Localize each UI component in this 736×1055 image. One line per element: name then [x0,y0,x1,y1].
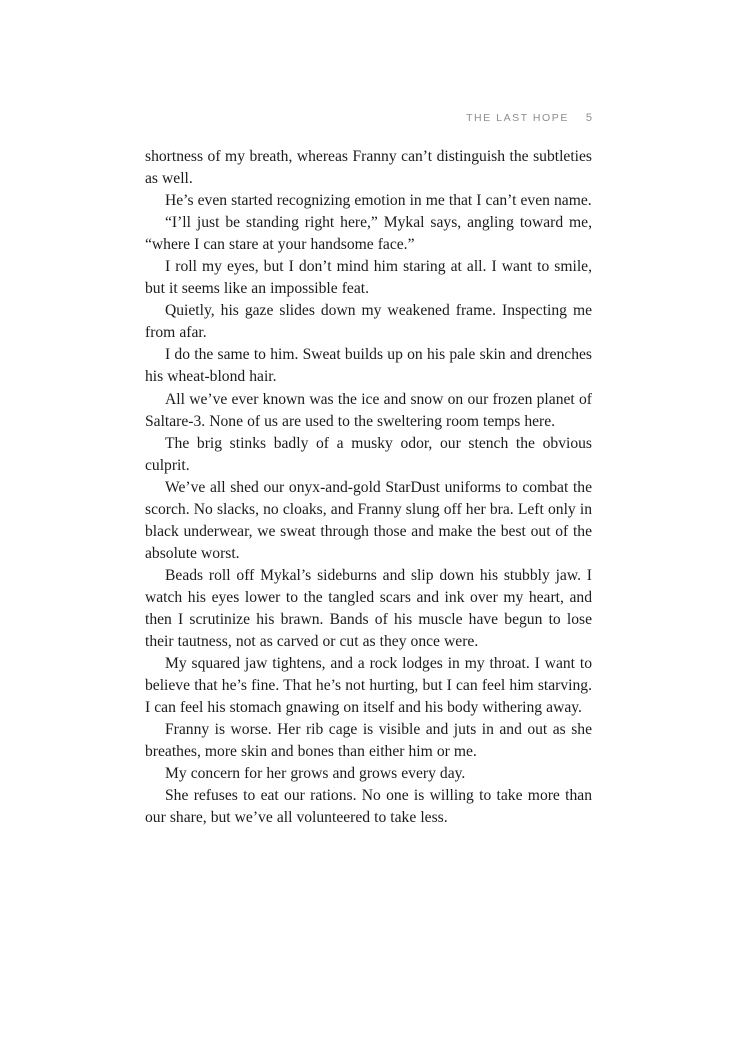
body-paragraph: Quietly, his gaze slides down my weakened frame. Inspecting me from afar. [145,302,592,342]
body-paragraph: I do the same to him. Sweat builds up on his pale skin and drenches his wheat-blond hair. [145,346,592,386]
body-paragraph: I roll my eyes, but I don’t mind him staring at all. I want to smile, but it seems like an impossible feat. [145,258,592,298]
running-header [145,112,592,124]
body-paragraph: Franny is worse. Her rib cage is visible and juts in and out as she breathes, more skin and bones than either him or me. [145,721,592,761]
body-paragraph: All we’ve ever known was the ice and snow on our frozen planet of Saltare-3. None of us are used to the sweltering room temps here. [145,390,592,430]
body-paragraph: The brig stinks badly of a musky odor, our stench the obvious culprit. [145,434,592,474]
body-paragraph: Beads roll off Mykal’s sideburns and slip down his stubbly jaw. I watch his eyes lower to the tangled scars and ink over my heart, and then I scrutinize his brawn. Bands of his muscle have begun to lose their tautness, not as carved or cut as they once were. [145,566,592,651]
body-paragraph: He’s even started recognizing emotion in me that I can’t even name. [165,192,592,210]
body-paragraph: We’ve all shed our onyx-and-gold StarDust uniforms to combat the scorch. No slacks, no cloaks, and Franny slung off her bra. Left only in black underwear, we sweat through those and make the best out of the absolute worst. [145,478,592,562]
body-paragraph: She refuses to eat our rations. No one is willing to take more than our share, but we’ve all volunteered to take less. [145,787,592,827]
body-paragraph: “I’ll just be standing right here,” Mykal says, angling toward me, “where I can stare at your handsome face.” [145,214,592,254]
body-paragraph: My concern for her grows and grows every day. [165,765,466,783]
running-header-title: THE LAST HOPE [466,112,569,124]
page-number: 5 [585,112,592,124]
body-text-block [145,146,592,829]
body-paragraph: My squared jaw tightens, and a rock lodges in my throat. I want to believe that he’s fine. That he’s not hurting, but I can feel him starving. I can feel his stomach gnawing on itself and his body withering away. [145,655,592,717]
body-paragraph: shortness of my breath, whereas Franny can’t distinguish the subtleties as well. [145,148,592,188]
